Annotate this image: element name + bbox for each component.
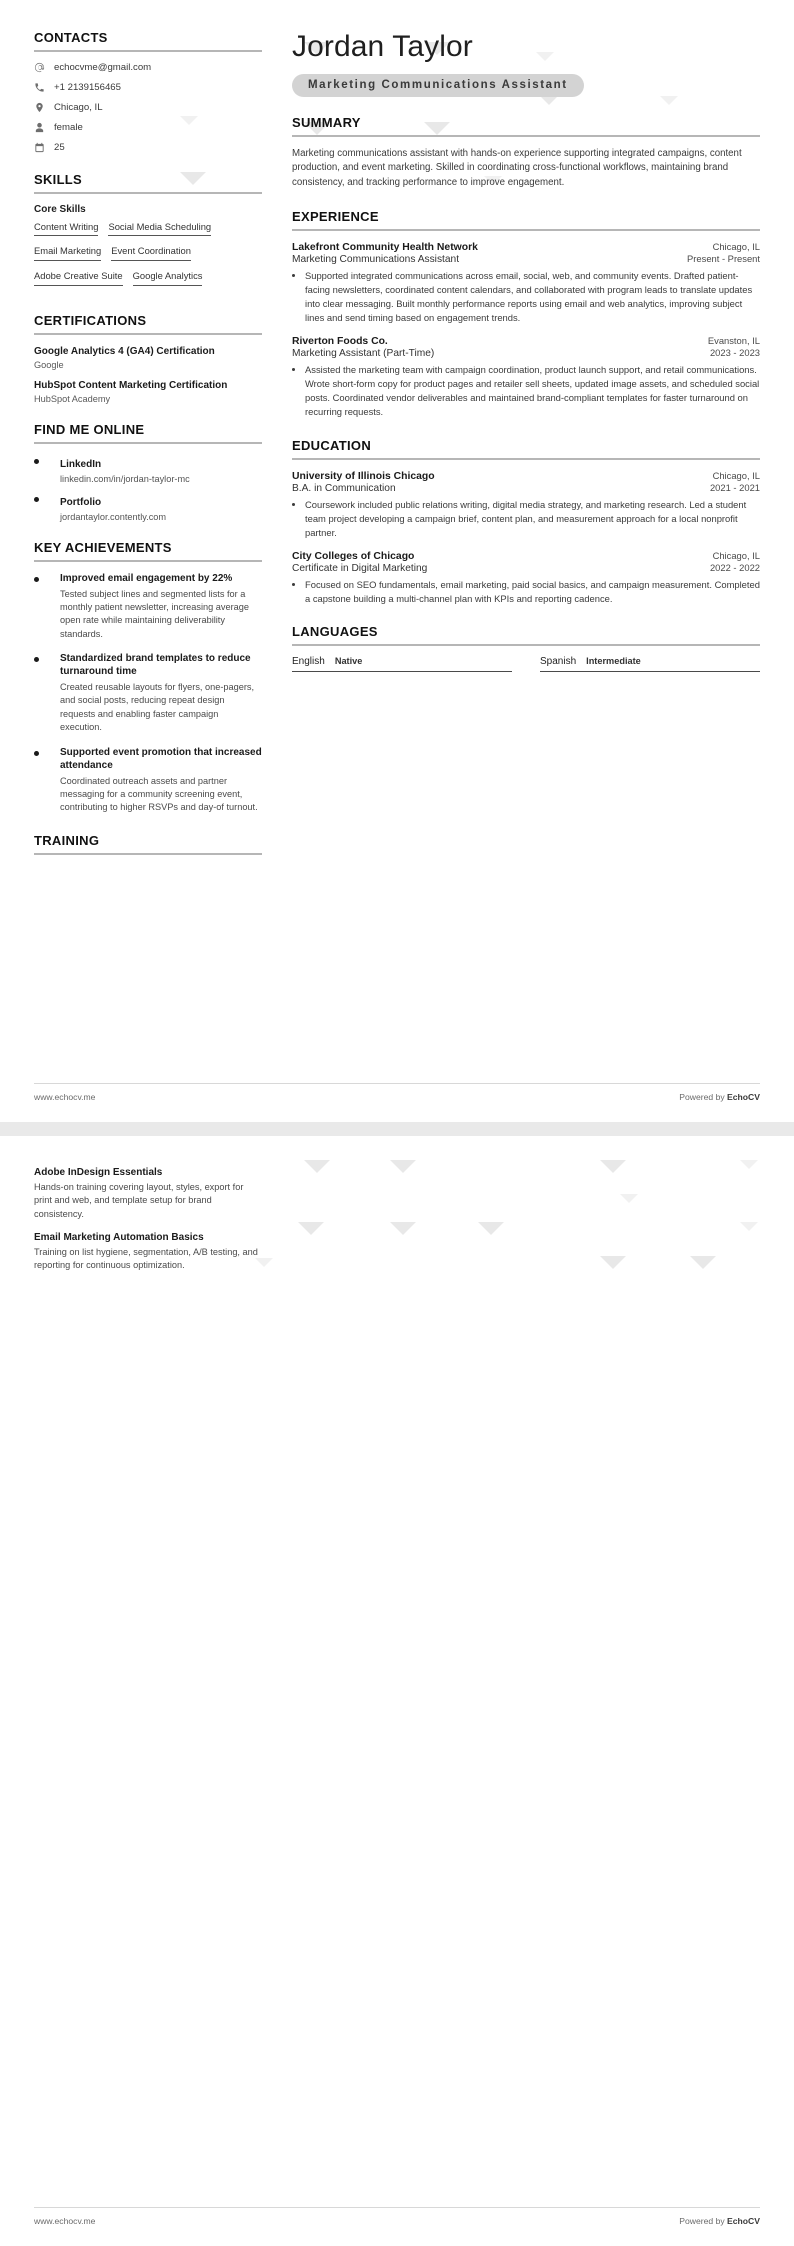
achievement-title: Improved email engagement by 22% [60, 572, 233, 584]
section-education [292, 438, 760, 607]
list-item [34, 652, 262, 734]
training-description: Hands-on training covering layout, styles, export for print and web, and template setup for brand consistency. [34, 1182, 244, 1219]
section-find-me-online [34, 422, 262, 522]
experience-bullet: • Assisted the marketing team with campaign coordination, product launch support, and retail communications. Wrote short-form copy for product pages and retailer sell sheets, updated image assets, and scheduled social posts. Coordinated vendor deliverables and maintained brand-compliant templates for faster turnaround on recurring requests. [305, 363, 760, 419]
person-icon [34, 122, 45, 133]
summary-text: Marketing communications assistant with hands-on experience supporting integrated campaigns, content production, and event marketing. Skilled in coordinating cross-functional workflows, maintaining brand consistency, and tracking performance to improve engagement. [292, 147, 742, 188]
main-column [284, 30, 760, 1122]
section-summary [292, 115, 760, 191]
contact-age [34, 142, 262, 154]
list-item [34, 572, 262, 641]
section-languages [292, 624, 760, 672]
section-divider [292, 644, 760, 646]
contact-phone[interactable] [34, 82, 262, 94]
resume-page-1 [0, 0, 794, 1122]
certification-issuer: Google [34, 359, 64, 370]
education-entry [292, 470, 760, 540]
education-location: Chicago, IL [712, 549, 760, 561]
section-experience [292, 209, 760, 420]
education-organization: University of Illinois Chicago [292, 470, 435, 482]
skill-chip: Content Writing [34, 221, 98, 237]
page-separator [0, 1122, 794, 1136]
link-url[interactable]: linkedin.com/in/jordan-taylor-mc [60, 473, 190, 484]
training-title: Adobe InDesign Essentials [34, 1167, 163, 1178]
language-item [540, 656, 760, 672]
section-divider [34, 560, 262, 562]
skill-chip: Adobe Creative Suite [34, 270, 123, 286]
footer-website[interactable]: www.echocv.me [34, 1092, 96, 1102]
certification-name: Google Analytics 4 (GA4) Certification [34, 345, 215, 357]
experience-role: Marketing Assistant (Part-Time) [292, 348, 435, 360]
footer-powered-by-label: Powered by [679, 2216, 728, 2226]
experience-organization: Lakefront Community Health Network [292, 241, 478, 253]
education-dates: 2022 - 2022 [709, 561, 760, 573]
training-description: Training on list hygiene, segmentation, A/B testing, and reporting for continuous optimization. [34, 1247, 258, 1271]
language-name: English [292, 656, 325, 668]
skills-list [34, 221, 262, 295]
contact-gender-value: female [54, 122, 83, 133]
certifications-heading: CERTIFICATIONS [34, 312, 147, 328]
footer-brand-name: EchoCV [727, 2216, 760, 2226]
certification-issuer: HubSpot Academy [34, 393, 111, 404]
contacts-heading: CONTACTS [34, 30, 108, 45]
find-me-online-heading: FIND ME ONLINE [34, 421, 145, 437]
training-item [34, 1231, 262, 1273]
experience-bullet: • Supported integrated communications across email, social, web, and community events. Drafted patient-facing newsletters, coordinated content calendars, and collaborated with program leads to translate updates into clear messaging. Built monthly performance reports using email and web analytics, improving subject lines and send timing based on engagement trends. [305, 269, 760, 325]
section-divider [292, 229, 760, 231]
section-divider [34, 192, 262, 194]
experience-location: Evanston, IL [707, 335, 760, 347]
section-divider [292, 458, 760, 460]
contact-email-value: echocvme@gmail.com [54, 62, 152, 73]
education-bullet: • Coursework included public relations writing, digital media strategy, and marketing research. Led a student team project developing a campaign brief, content plan, and measurement approach for a local nonprofit partner. [305, 498, 760, 540]
achievement-description: Tested subject lines and segmented lists for a monthly patient newsletter, increasing average open rate while maintaining deliverability standards. [60, 588, 249, 639]
contact-gender [34, 122, 262, 134]
training-item [34, 1166, 262, 1221]
language-level: Intermediate [586, 656, 641, 667]
experience-entry [292, 335, 760, 419]
training-title: Email Marketing Automation Basics [34, 1232, 204, 1244]
sidebar-column [34, 30, 284, 1122]
training-heading: TRAINING [34, 832, 100, 848]
languages-list [292, 656, 760, 672]
link-label: Portfolio [60, 496, 102, 508]
achievement-title: Supported event promotion that increased attendance [60, 746, 262, 771]
list-item[interactable] [34, 492, 262, 522]
experience-dates: 2023 - 2023 [709, 347, 760, 359]
section-divider [34, 442, 262, 444]
education-bullet: • Focused on SEO fundamentals, email marketing, paid social basics, and campaign measurement. Completed a capstone building a multi-channel plan with KPIs and reporting cadence. [305, 578, 760, 606]
section-contacts [34, 30, 262, 154]
experience-entry [292, 241, 760, 325]
bullet-icon [34, 577, 39, 582]
skills-heading: SKILLS [34, 171, 83, 187]
achievement-description: Coordinated outreach assets and partner messaging for a community screening event, contributing to higher RSVPs and day-of turnout. [60, 775, 258, 813]
achievement-description: Created reusable layouts for flyers, one-pagers, and social posts, reducing repeat design requests and enabling faster campaign execution. [60, 682, 255, 733]
skill-chip: Social Media Scheduling [108, 221, 211, 237]
link-url[interactable]: jordantaylor.contently.com [60, 511, 167, 522]
languages-heading: LANGUAGES [292, 624, 378, 640]
footer-brand-name: EchoCV [727, 1092, 760, 1102]
certification-name: HubSpot Content Marketing Certification [34, 379, 228, 391]
skill-chip: Email Marketing [34, 245, 101, 261]
education-heading: EDUCATION [292, 437, 372, 453]
phone-icon [34, 82, 45, 93]
skill-chip: Event Coordination [111, 245, 191, 261]
section-divider [34, 333, 262, 335]
education-dates: 2021 - 2021 [709, 481, 760, 493]
contact-age-value: 25 [54, 142, 65, 153]
language-level: Native [334, 656, 363, 667]
list-item[interactable] [34, 454, 262, 484]
contact-email[interactable] [34, 62, 262, 74]
bullet-icon [34, 751, 39, 756]
key-achievements-heading: KEY ACHIEVEMENTS [34, 539, 172, 555]
language-name: Spanish [540, 656, 577, 668]
bullet-icon [34, 497, 39, 502]
footer-powered-by-label: Powered by [679, 1092, 728, 1102]
education-location: Chicago, IL [712, 469, 760, 481]
education-degree: B.A. in Communication [292, 482, 396, 494]
certification-item [34, 379, 262, 404]
section-training-continued [34, 1166, 262, 1273]
section-skills [34, 172, 262, 295]
education-organization: City Colleges of Chicago [292, 550, 415, 562]
language-item [292, 656, 512, 672]
experience-bullets [292, 269, 760, 325]
experience-location: Chicago, IL [712, 240, 760, 252]
contact-location [34, 102, 262, 114]
experience-role: Marketing Communications Assistant [292, 253, 460, 265]
sidebar-column-continued [34, 1166, 284, 2246]
education-entry [292, 550, 760, 606]
experience-heading: EXPERIENCE [292, 208, 379, 224]
section-key-achievements [34, 540, 262, 815]
summary-heading: SUMMARY [292, 114, 361, 130]
section-divider [34, 853, 262, 855]
contact-location-value: Chicago, IL [54, 102, 103, 113]
resume-page-2 [0, 1136, 794, 2246]
experience-dates: Present - Present [687, 252, 760, 264]
education-bullets [292, 578, 760, 606]
calendar-icon [34, 142, 45, 153]
education-bullets [292, 498, 760, 540]
bullet-icon [34, 459, 39, 464]
section-training-heading [34, 833, 262, 855]
section-divider [292, 135, 760, 137]
section-certifications [34, 313, 262, 404]
experience-organization: Riverton Foods Co. [292, 336, 388, 348]
skills-group-label: Core Skills [34, 203, 86, 215]
achievement-title: Standardized brand templates to reduce turnaround time [60, 653, 251, 678]
location-pin-icon [34, 102, 45, 113]
list-item [34, 746, 262, 815]
education-degree: Certificate in Digital Marketing [292, 562, 428, 574]
email-icon [34, 62, 45, 73]
job-title-badge: Marketing Communications Assistant [292, 74, 584, 97]
link-label: LinkedIn [60, 458, 102, 470]
bullet-icon [34, 657, 39, 662]
main-column-continued [284, 1166, 760, 2246]
skill-chip: Google Analytics [133, 270, 203, 286]
section-divider [34, 50, 262, 52]
certification-item [34, 345, 262, 370]
experience-bullets [292, 363, 760, 419]
page-title: Jordan Taylor [292, 30, 473, 63]
contact-phone-value: +1 2139156465 [54, 82, 121, 93]
footer-website[interactable]: www.echocv.me [34, 2216, 96, 2226]
